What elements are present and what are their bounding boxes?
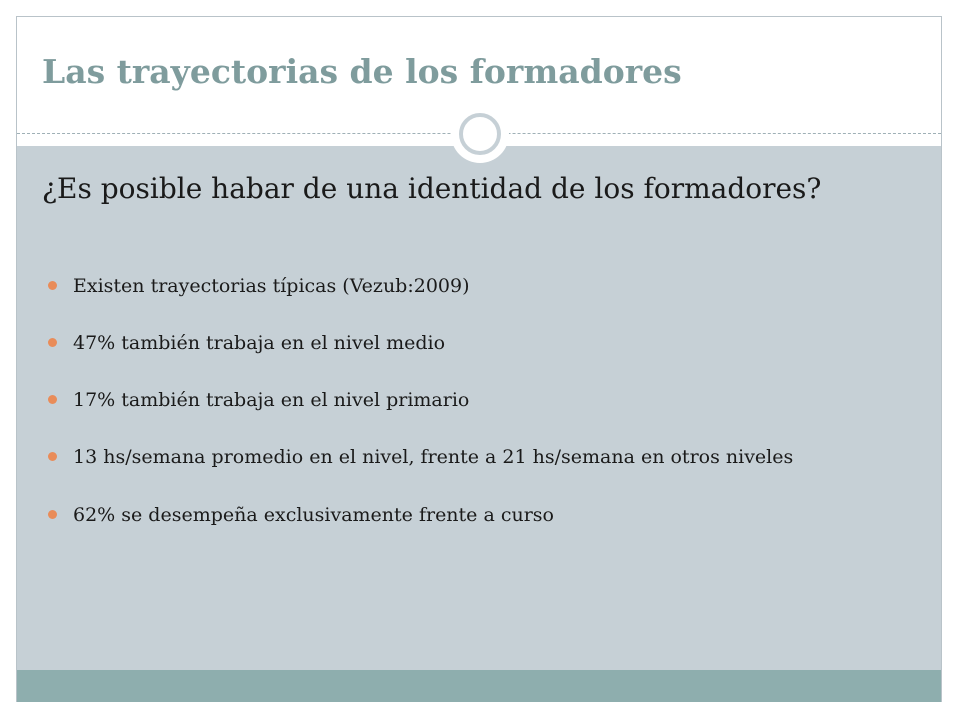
bullet-item [48, 382, 828, 418]
bullet-text: 62% se desempeña exclusivamente frente a curso [73, 504, 554, 526]
bullet-text: 47% también trabaja en el nivel medio [73, 332, 446, 354]
bullet-item [48, 439, 828, 475]
bullet-item [48, 497, 828, 533]
bullet-dot-icon [48, 281, 57, 290]
ring-ornament-inner [459, 113, 501, 155]
bullet-dot-icon [48, 510, 57, 519]
bullet-dot-icon [48, 395, 57, 404]
slide-title: Las trayectorias de los formadores [42, 52, 682, 91]
bullet-dot-icon [48, 338, 57, 347]
question-heading: ¿Es posible habar de una identidad de los formadores? [42, 172, 822, 205]
bullet-list [48, 268, 828, 554]
bullet-text: Existen trayectorias típicas (Vezub:2009) [73, 275, 470, 297]
bullet-item [48, 325, 828, 361]
footer-band [17, 670, 941, 702]
bullet-dot-icon [48, 452, 57, 461]
bullet-item [48, 268, 828, 304]
bullet-text: 13 hs/semana promedio en el nivel, frente a 21 hs/semana en otros niveles [73, 446, 794, 468]
bullet-text: 17% también trabaja en el nivel primario [73, 389, 470, 411]
